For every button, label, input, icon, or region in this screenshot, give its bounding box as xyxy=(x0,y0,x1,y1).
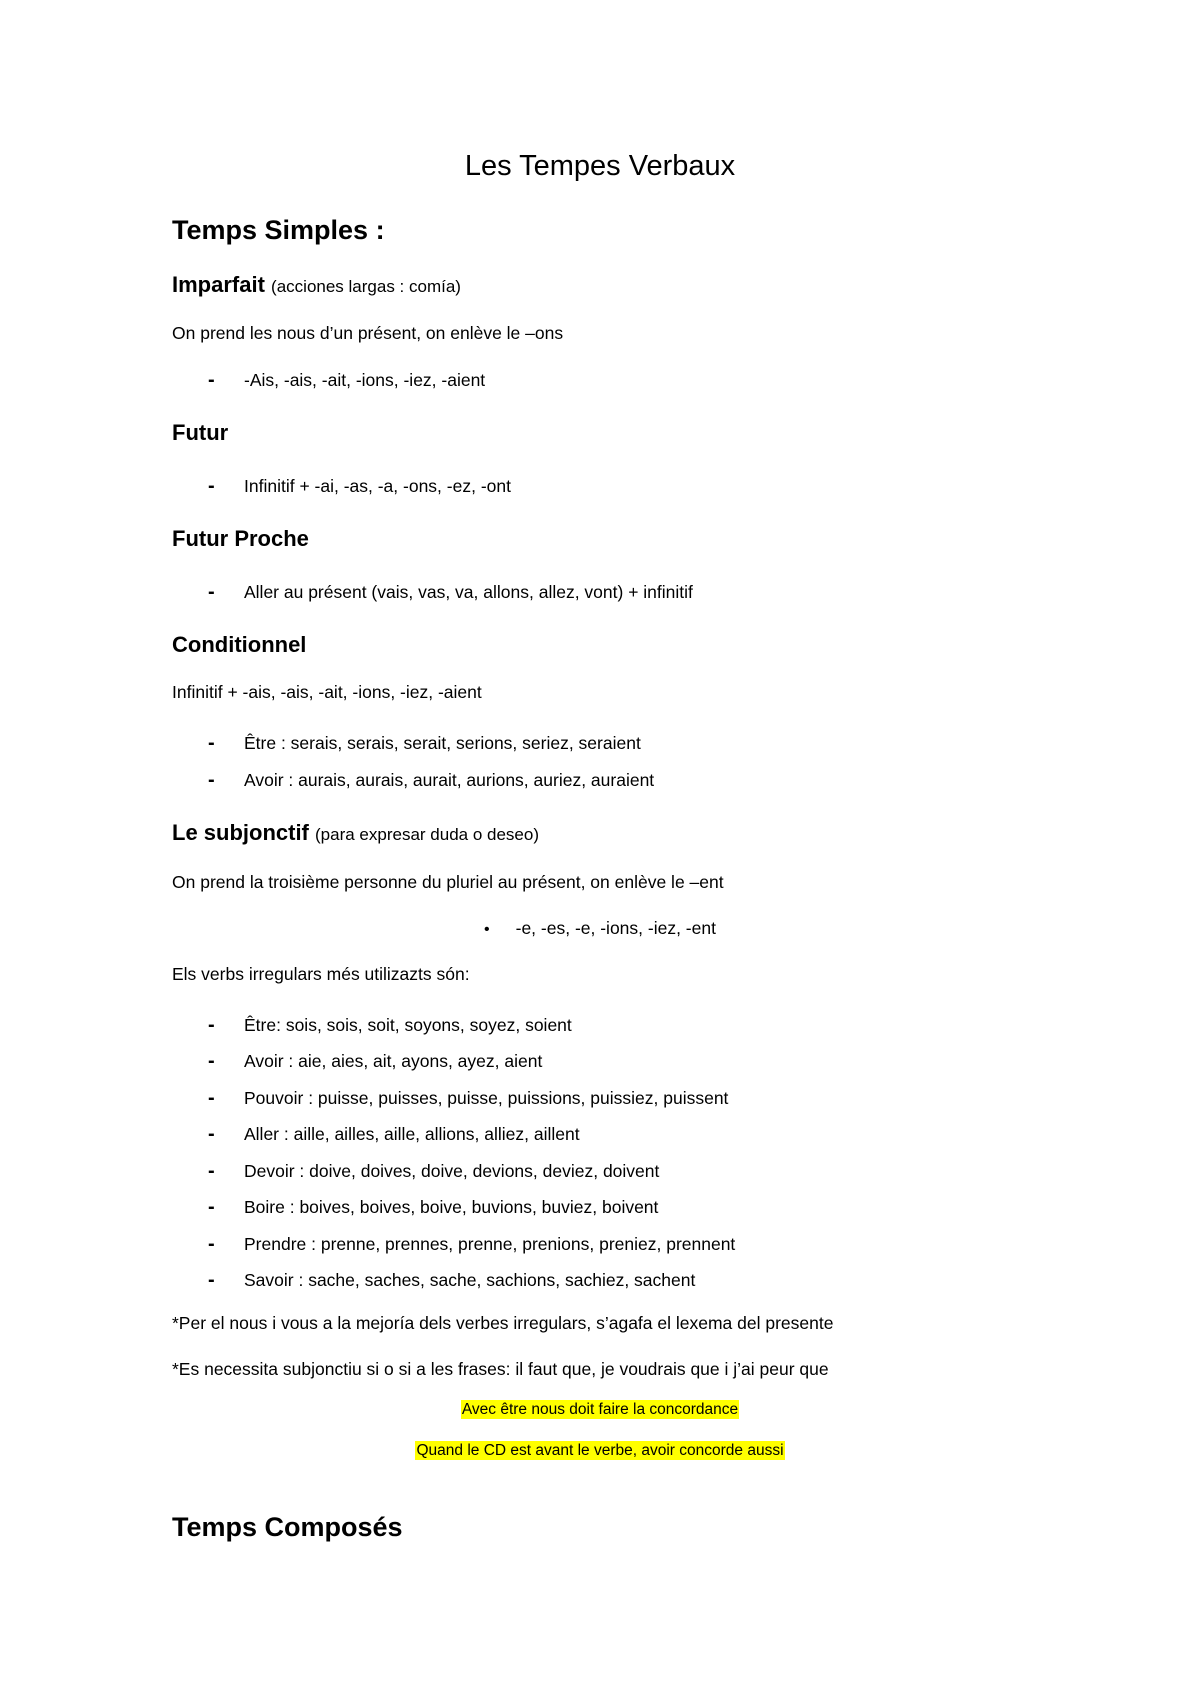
list-item: - Infinitif + -ai, -as, -a, -ons, -ez, -ont xyxy=(208,475,511,497)
dash-marker: - xyxy=(208,769,215,791)
subjonctif-endings: • -e, -es, -e, -ions, -iez, -ent xyxy=(0,916,1200,942)
dash-marker: - xyxy=(208,1050,215,1072)
heading-imparfait-note: (acciones largas : comía) xyxy=(271,277,461,296)
heading-conditionnel: Conditionnel xyxy=(172,632,307,657)
heading-imparfait xyxy=(172,270,461,302)
dash-marker: - xyxy=(208,1123,215,1145)
heading-subjonctif-label: Le subjonctif xyxy=(172,820,309,845)
dash-marker: - xyxy=(208,1269,215,1291)
dash-marker: - xyxy=(208,581,215,603)
list-item: - Aller au présent (vais, vas, va, allons, allez, vont) + infinitif xyxy=(208,581,693,603)
note-irregular-lexeme: *Per el nous i vous a la mejoría dels verbes irregulars, s’agafa el lexema del presente xyxy=(172,1313,834,1333)
highlight-line-2 xyxy=(0,1440,1200,1462)
dash-marker: - xyxy=(208,1087,215,1109)
list-item: - Avoir : aurais, aurais, aurait, aurions, auriez, auraient xyxy=(208,769,655,791)
dash-marker: - xyxy=(208,732,215,754)
heading-futur: Futur xyxy=(172,420,229,445)
list-item: - Boire : boives, boives, boive, buvions, buviez, boivent xyxy=(208,1196,659,1218)
highlighted-text: Avec être nous doit faire la concordance xyxy=(461,1401,739,1418)
heading-subjonctif xyxy=(172,818,539,850)
list-item: - Prendre : prenne, prennes, prenne, prenions, preniez, prennent xyxy=(208,1233,736,1255)
list-item: - Devoir : doive, doives, doive, devions, deviez, doivent xyxy=(208,1160,660,1182)
list-item: - Être : serais, serais, serait, serions, seriez, seraient xyxy=(208,732,641,754)
dash-marker: - xyxy=(208,475,215,497)
note-subjonctif-usage: *Es necessita subjonctiu si o si a les frases: il faut que, je voudrais que i j’ai peur que xyxy=(172,1359,829,1379)
heading-subjonctif-note: (para expresar duda o deseo) xyxy=(315,825,539,844)
dash-marker: - xyxy=(208,369,215,391)
list-item: - Aller : aille, ailles, aille, allions, alliez, aillent xyxy=(208,1123,580,1145)
conditionnel-rule: Infinitif + -ais, -ais, -ait, -ions, -iez, -aient xyxy=(172,682,482,702)
section-heading-compose: Temps Composés xyxy=(172,1512,403,1542)
list-item: - Pouvoir : puisse, puisses, puisse, puissions, puissiez, puissent xyxy=(208,1087,729,1109)
dash-marker: - xyxy=(208,1160,215,1182)
dash-marker: - xyxy=(208,1196,215,1218)
irregular-intro: Els verbs irregulars més utilizazts són: xyxy=(172,964,470,984)
imparfait-rule: On prend les nous d’un présent, on enlève le –ons xyxy=(172,323,564,343)
highlighted-text: Quand le CD est avant le verbe, avoir concorde aussi xyxy=(416,1442,784,1459)
list-item: - Être: sois, sois, soit, soyons, soyez, soient xyxy=(208,1014,572,1036)
dash-marker: - xyxy=(208,1233,215,1255)
list-item: - Savoir : sache, saches, sache, sachions, sachiez, sachent xyxy=(208,1269,696,1291)
heading-imparfait-label: Imparfait xyxy=(172,272,265,297)
document-title: Les Tempes Verbaux xyxy=(464,150,736,182)
heading-futur-proche: Futur Proche xyxy=(172,526,309,551)
highlight-line-1 xyxy=(0,1399,1200,1421)
list-item: - Avoir : aie, aies, ait, ayons, ayez, aient xyxy=(208,1050,543,1072)
subjonctif-rule: On prend la troisième personne du pluriel au présent, on enlève le –ent xyxy=(172,872,724,892)
bullet-icon: • xyxy=(484,921,490,938)
list-item: - -Ais, -ais, -ait, -ions, -iez, -aient xyxy=(208,369,486,391)
section-heading-simple: Temps Simples : xyxy=(172,215,385,245)
dash-marker: - xyxy=(208,1014,215,1036)
